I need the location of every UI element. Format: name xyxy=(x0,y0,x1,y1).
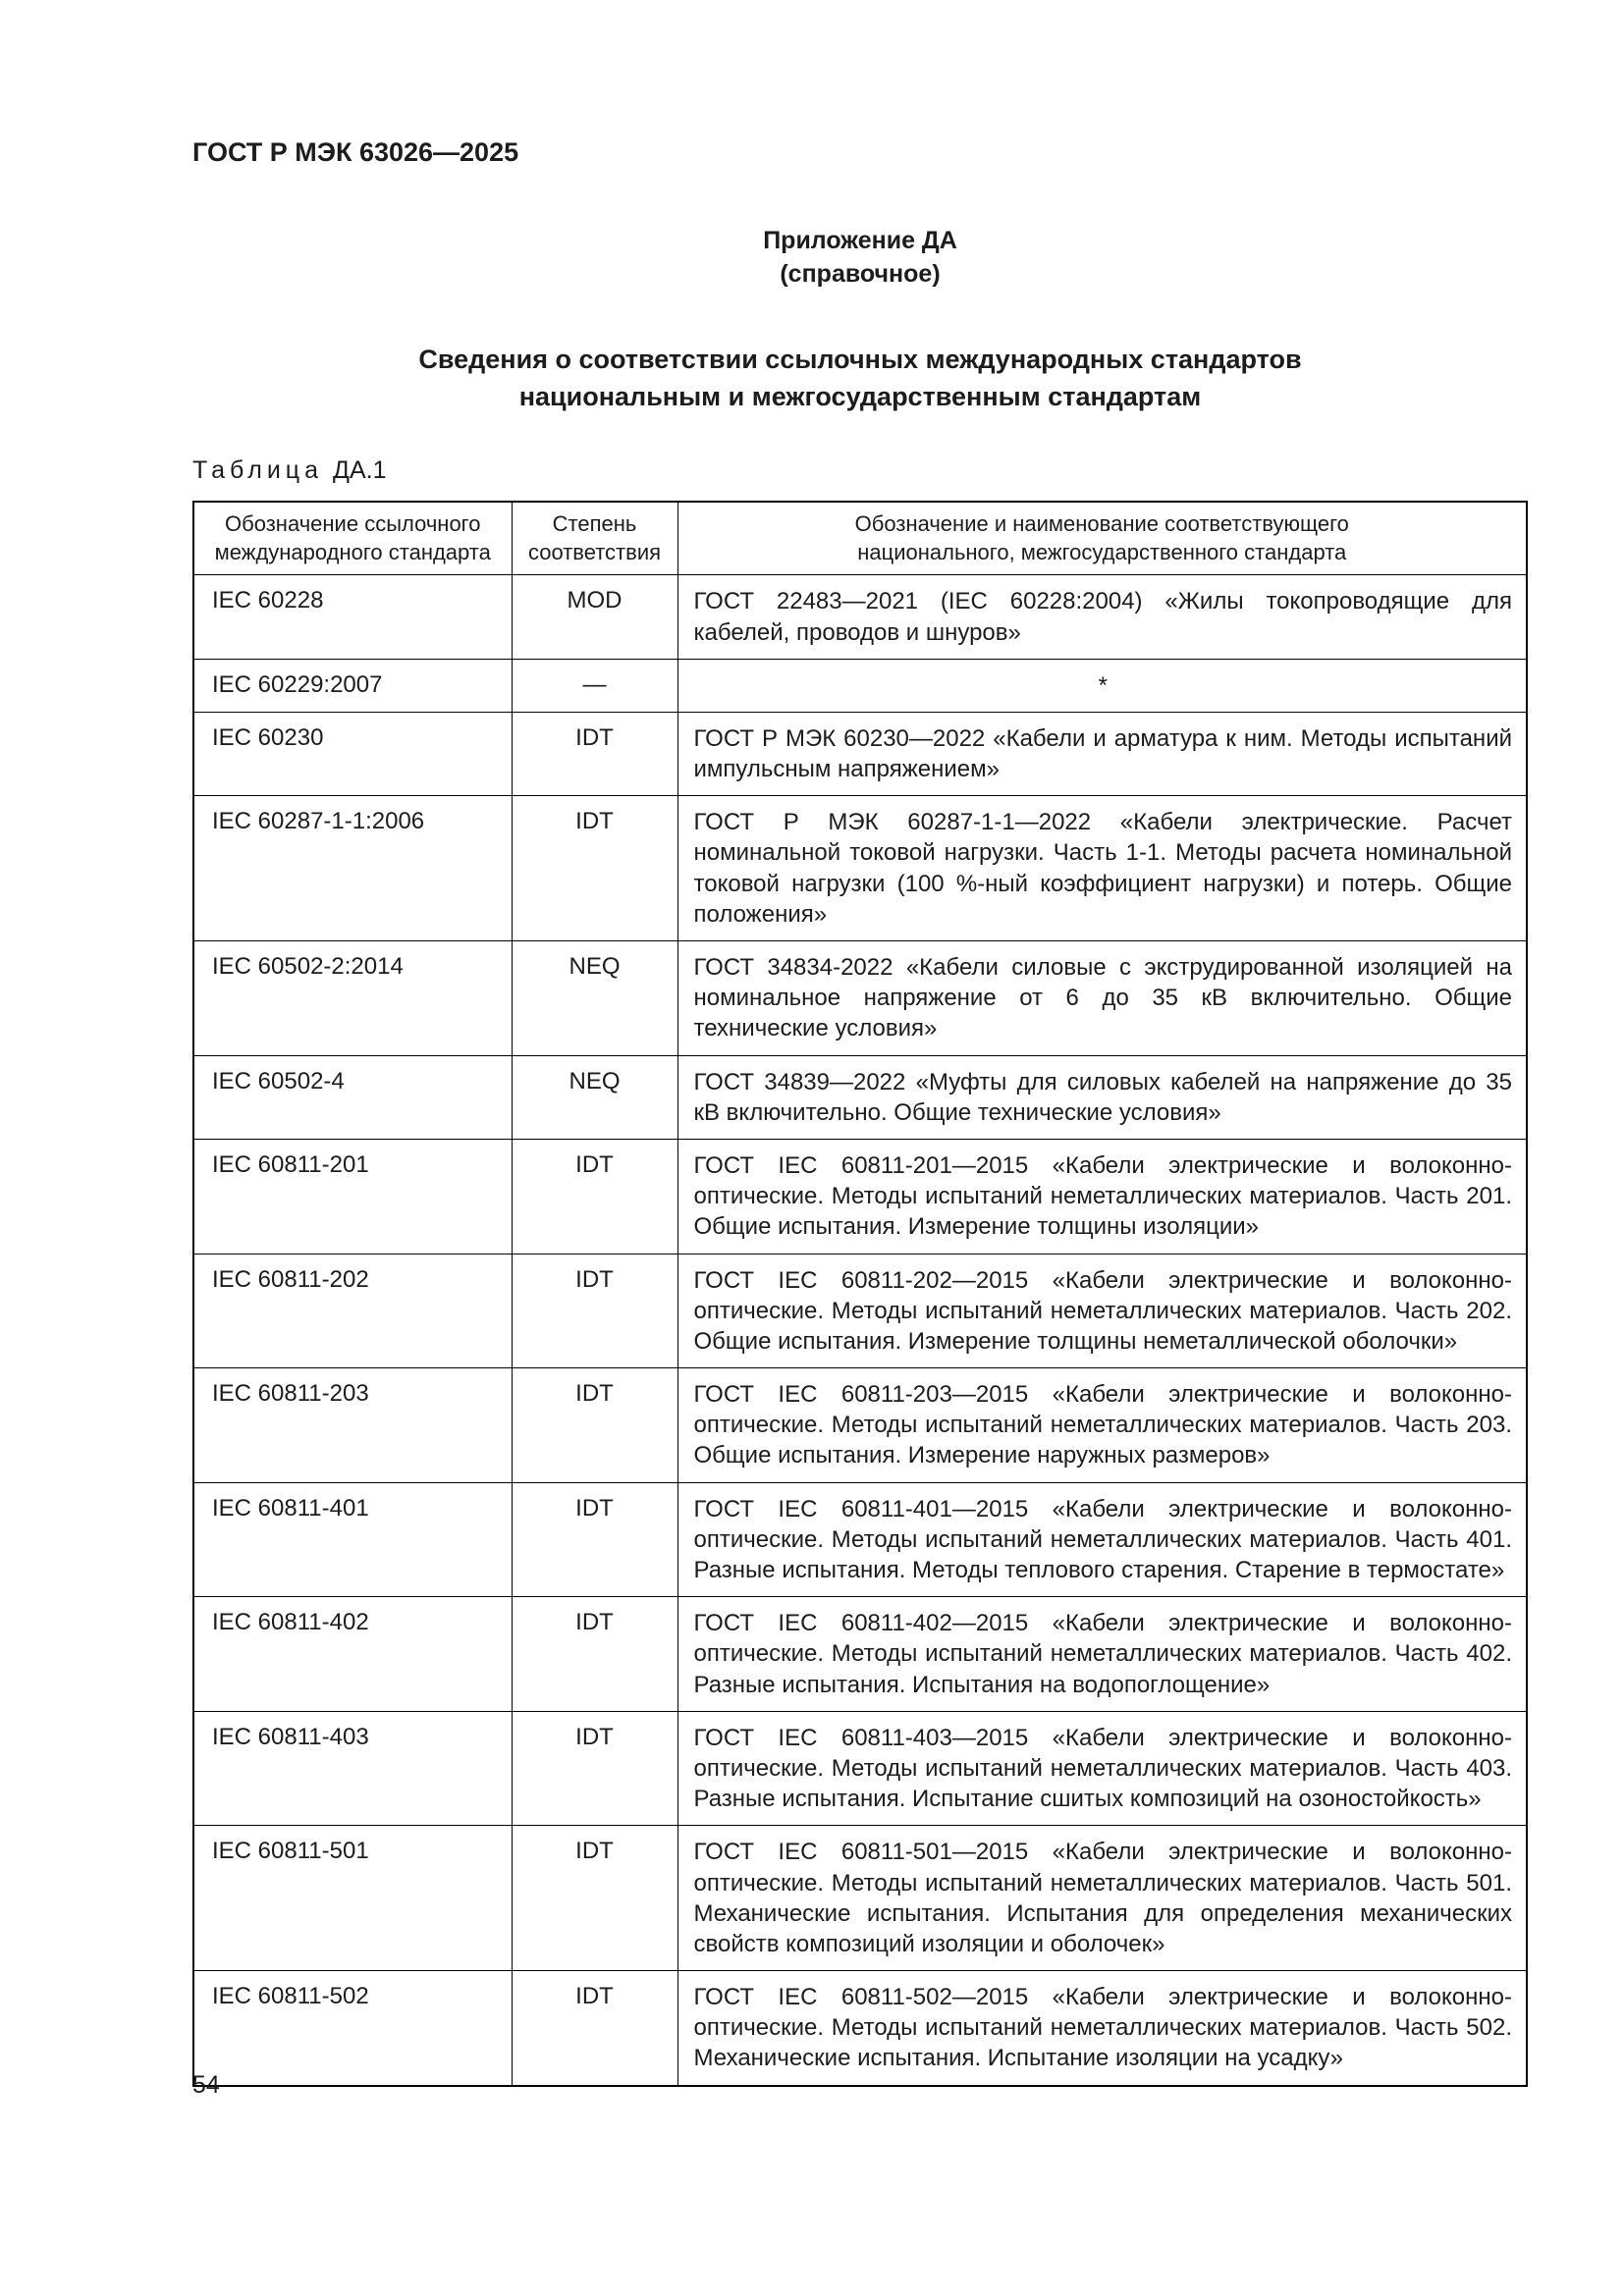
intl-standard-cell: IEC 60811-402 xyxy=(193,1597,512,1712)
national-standard-cell: ГОСТ IEC 60811-402—2015 «Кабели электрические и волоконно-оптические. Методы испытаний неметаллических материалов. Часть 402. Разные испытания. Испытания на водопоглощение» xyxy=(677,1597,1527,1712)
degree-cell: IDT xyxy=(512,1139,677,1254)
intl-standard-cell: IEC 60502-4 xyxy=(193,1055,512,1139)
column-header-national-standard-line2: национального, межгосударственного стандарта xyxy=(857,539,1347,564)
intl-standard-cell: IEC 60230 xyxy=(193,712,512,795)
table-row xyxy=(193,1254,1527,1368)
degree-cell: IDT xyxy=(512,1971,677,2086)
table-row xyxy=(193,659,1527,712)
table-row xyxy=(193,941,1527,1056)
table-row xyxy=(193,712,1527,795)
page-title-line2: национальным и межгосударственным стандартам xyxy=(518,381,1202,411)
national-standard-cell: ГОСТ 34834-2022 «Кабели силовые с экструдированной изоляцией на номинальное напряжение от 6 до 35 кВ включительно. Общие технические условия» xyxy=(677,941,1527,1056)
table-row xyxy=(193,1482,1527,1597)
intl-standard-cell: IEC 60287-1-1:2006 xyxy=(193,796,512,941)
intl-standard-cell: IEC 60811-401 xyxy=(193,1482,512,1597)
intl-standard-cell: IEC 60811-403 xyxy=(193,1711,512,1826)
column-header-degree-line2: соответствия xyxy=(527,539,662,564)
degree-cell: IDT xyxy=(512,1597,677,1712)
column-header-degree-line1: Степень xyxy=(552,511,637,537)
table-label xyxy=(192,456,1528,485)
intl-standard-cell: IEC 60811-501 xyxy=(193,1826,512,1971)
intl-standard-cell: IEC 60811-502 xyxy=(193,1971,512,2086)
intl-standard-cell: IEC 60228 xyxy=(193,575,512,659)
intl-standard-cell: IEC 60811-202 xyxy=(193,1254,512,1368)
page-title xyxy=(192,341,1528,416)
degree-cell: NEQ xyxy=(512,1055,677,1139)
intl-standard-cell: IEC 60811-203 xyxy=(193,1368,512,1483)
column-header-national-standard-line1: Обозначение и наименование соответствующего xyxy=(854,511,1349,537)
table-label-number: ДА.1 xyxy=(333,456,387,485)
national-standard-cell: * xyxy=(677,659,1527,712)
appendix-name: Приложение ДА xyxy=(763,227,957,254)
table-row xyxy=(193,1826,1527,1971)
table-row xyxy=(193,796,1527,941)
degree-cell: IDT xyxy=(512,1254,677,1368)
degree-cell: IDT xyxy=(512,1482,677,1597)
correspondence-table xyxy=(192,501,1528,2087)
table-row xyxy=(193,1597,1527,1712)
national-standard-cell: ГОСТ 34839—2022 «Муфты для силовых кабелей на напряжение до 35 кВ включительно. Общие технические условия» xyxy=(677,1055,1527,1139)
column-header-intl-standard xyxy=(193,502,512,575)
appendix-kind: (справочное) xyxy=(780,259,941,288)
table-header-row xyxy=(193,502,1527,575)
degree-cell: IDT xyxy=(512,1368,677,1483)
national-standard-cell: ГОСТ 22483—2021 (IEC 60228:2004) «Жилы токопроводящие для кабелей, проводов и шнуров» xyxy=(677,575,1527,659)
column-header-national-standard xyxy=(677,502,1527,575)
document-header: ГОСТ Р МЭК 63026—2025 xyxy=(192,137,519,167)
national-standard-cell: ГОСТ Р МЭК 60230—2022 «Кабели и арматура к ним. Методы испытаний импульсным напряжением» xyxy=(677,712,1527,795)
column-header-intl-standard-line2: международного стандарта xyxy=(214,539,491,564)
degree-cell: IDT xyxy=(512,1711,677,1826)
degree-cell: NEQ xyxy=(512,941,677,1056)
table-row xyxy=(193,575,1527,659)
national-standard-cell: ГОСТ Р МЭК 60287-1-1—2022 «Кабели электрические. Расчет номинальной токовой нагрузки. Часть 1-1. Методы расчета номинальной токовой нагрузки (100 %-ный коэффициент нагрузки) и потерь. Общие положения» xyxy=(677,796,1527,941)
column-header-degree xyxy=(512,502,677,575)
degree-cell: IDT xyxy=(512,796,677,941)
national-standard-cell: ГОСТ IEC 60811-501—2015 «Кабели электрические и волоконно-оптические. Методы испытаний неметаллических материалов. Часть 501. Механические испытания. Испытания для определения механических свойств композиций изоляции и оболочек» xyxy=(677,1826,1527,1971)
table-row xyxy=(193,1055,1527,1139)
table-label-word: Таблица xyxy=(192,456,324,485)
column-header-intl-standard-line1: Обозначение ссылочного xyxy=(225,511,481,537)
national-standard-cell: ГОСТ IEC 60811-401—2015 «Кабели электрические и волоконно-оптические. Методы испытаний неметаллических материалов. Часть 401. Разные испытания. Методы теплового старения. Старение в термостате» xyxy=(677,1482,1527,1597)
degree-cell: IDT xyxy=(512,1826,677,1971)
national-standard-cell: ГОСТ IEC 60811-201—2015 «Кабели электрические и волоконно-оптические. Методы испытаний неметаллических материалов. Часть 201. Общие испытания. Измерение толщины изоляции» xyxy=(677,1139,1527,1254)
national-standard-cell: ГОСТ IEC 60811-202—2015 «Кабели электрические и волоконно-оптические. Методы испытаний неметаллических материалов. Часть 202. Общие испытания. Измерение толщины неметаллической оболочки» xyxy=(677,1254,1527,1368)
intl-standard-cell: IEC 60502-2:2014 xyxy=(193,941,512,1056)
national-standard-cell: ГОСТ IEC 60811-502—2015 «Кабели электрические и волоконно-оптические. Методы испытаний неметаллических материалов. Часть 502. Механические испытания. Испытание изоляции на усадку» xyxy=(677,1971,1527,2086)
intl-standard-cell: IEC 60229:2007 xyxy=(193,659,512,712)
table-row xyxy=(193,1971,1527,2086)
degree-cell: IDT xyxy=(512,712,677,795)
page-title-line1: Сведения о соответствии ссылочных международных стандартов xyxy=(418,344,1302,374)
appendix-heading xyxy=(192,225,1528,292)
table-row xyxy=(193,1368,1527,1483)
table-row xyxy=(193,1711,1527,1826)
intl-standard-cell: IEC 60811-201 xyxy=(193,1139,512,1254)
page-number: 54 xyxy=(192,2071,220,2099)
national-standard-cell: ГОСТ IEC 60811-203—2015 «Кабели электрические и волоконно-оптические. Методы испытаний неметаллических материалов. Часть 203. Общие испытания. Измерение наружных размеров» xyxy=(677,1368,1527,1483)
table-row xyxy=(193,1139,1527,1254)
national-standard-cell: ГОСТ IEC 60811-403—2015 «Кабели электрические и волоконно-оптические. Методы испытаний неметаллических материалов. Часть 403. Разные испытания. Испытание сшитых композиций на озоностойкость» xyxy=(677,1711,1527,1826)
degree-cell: — xyxy=(512,659,677,712)
degree-cell: MOD xyxy=(512,575,677,659)
